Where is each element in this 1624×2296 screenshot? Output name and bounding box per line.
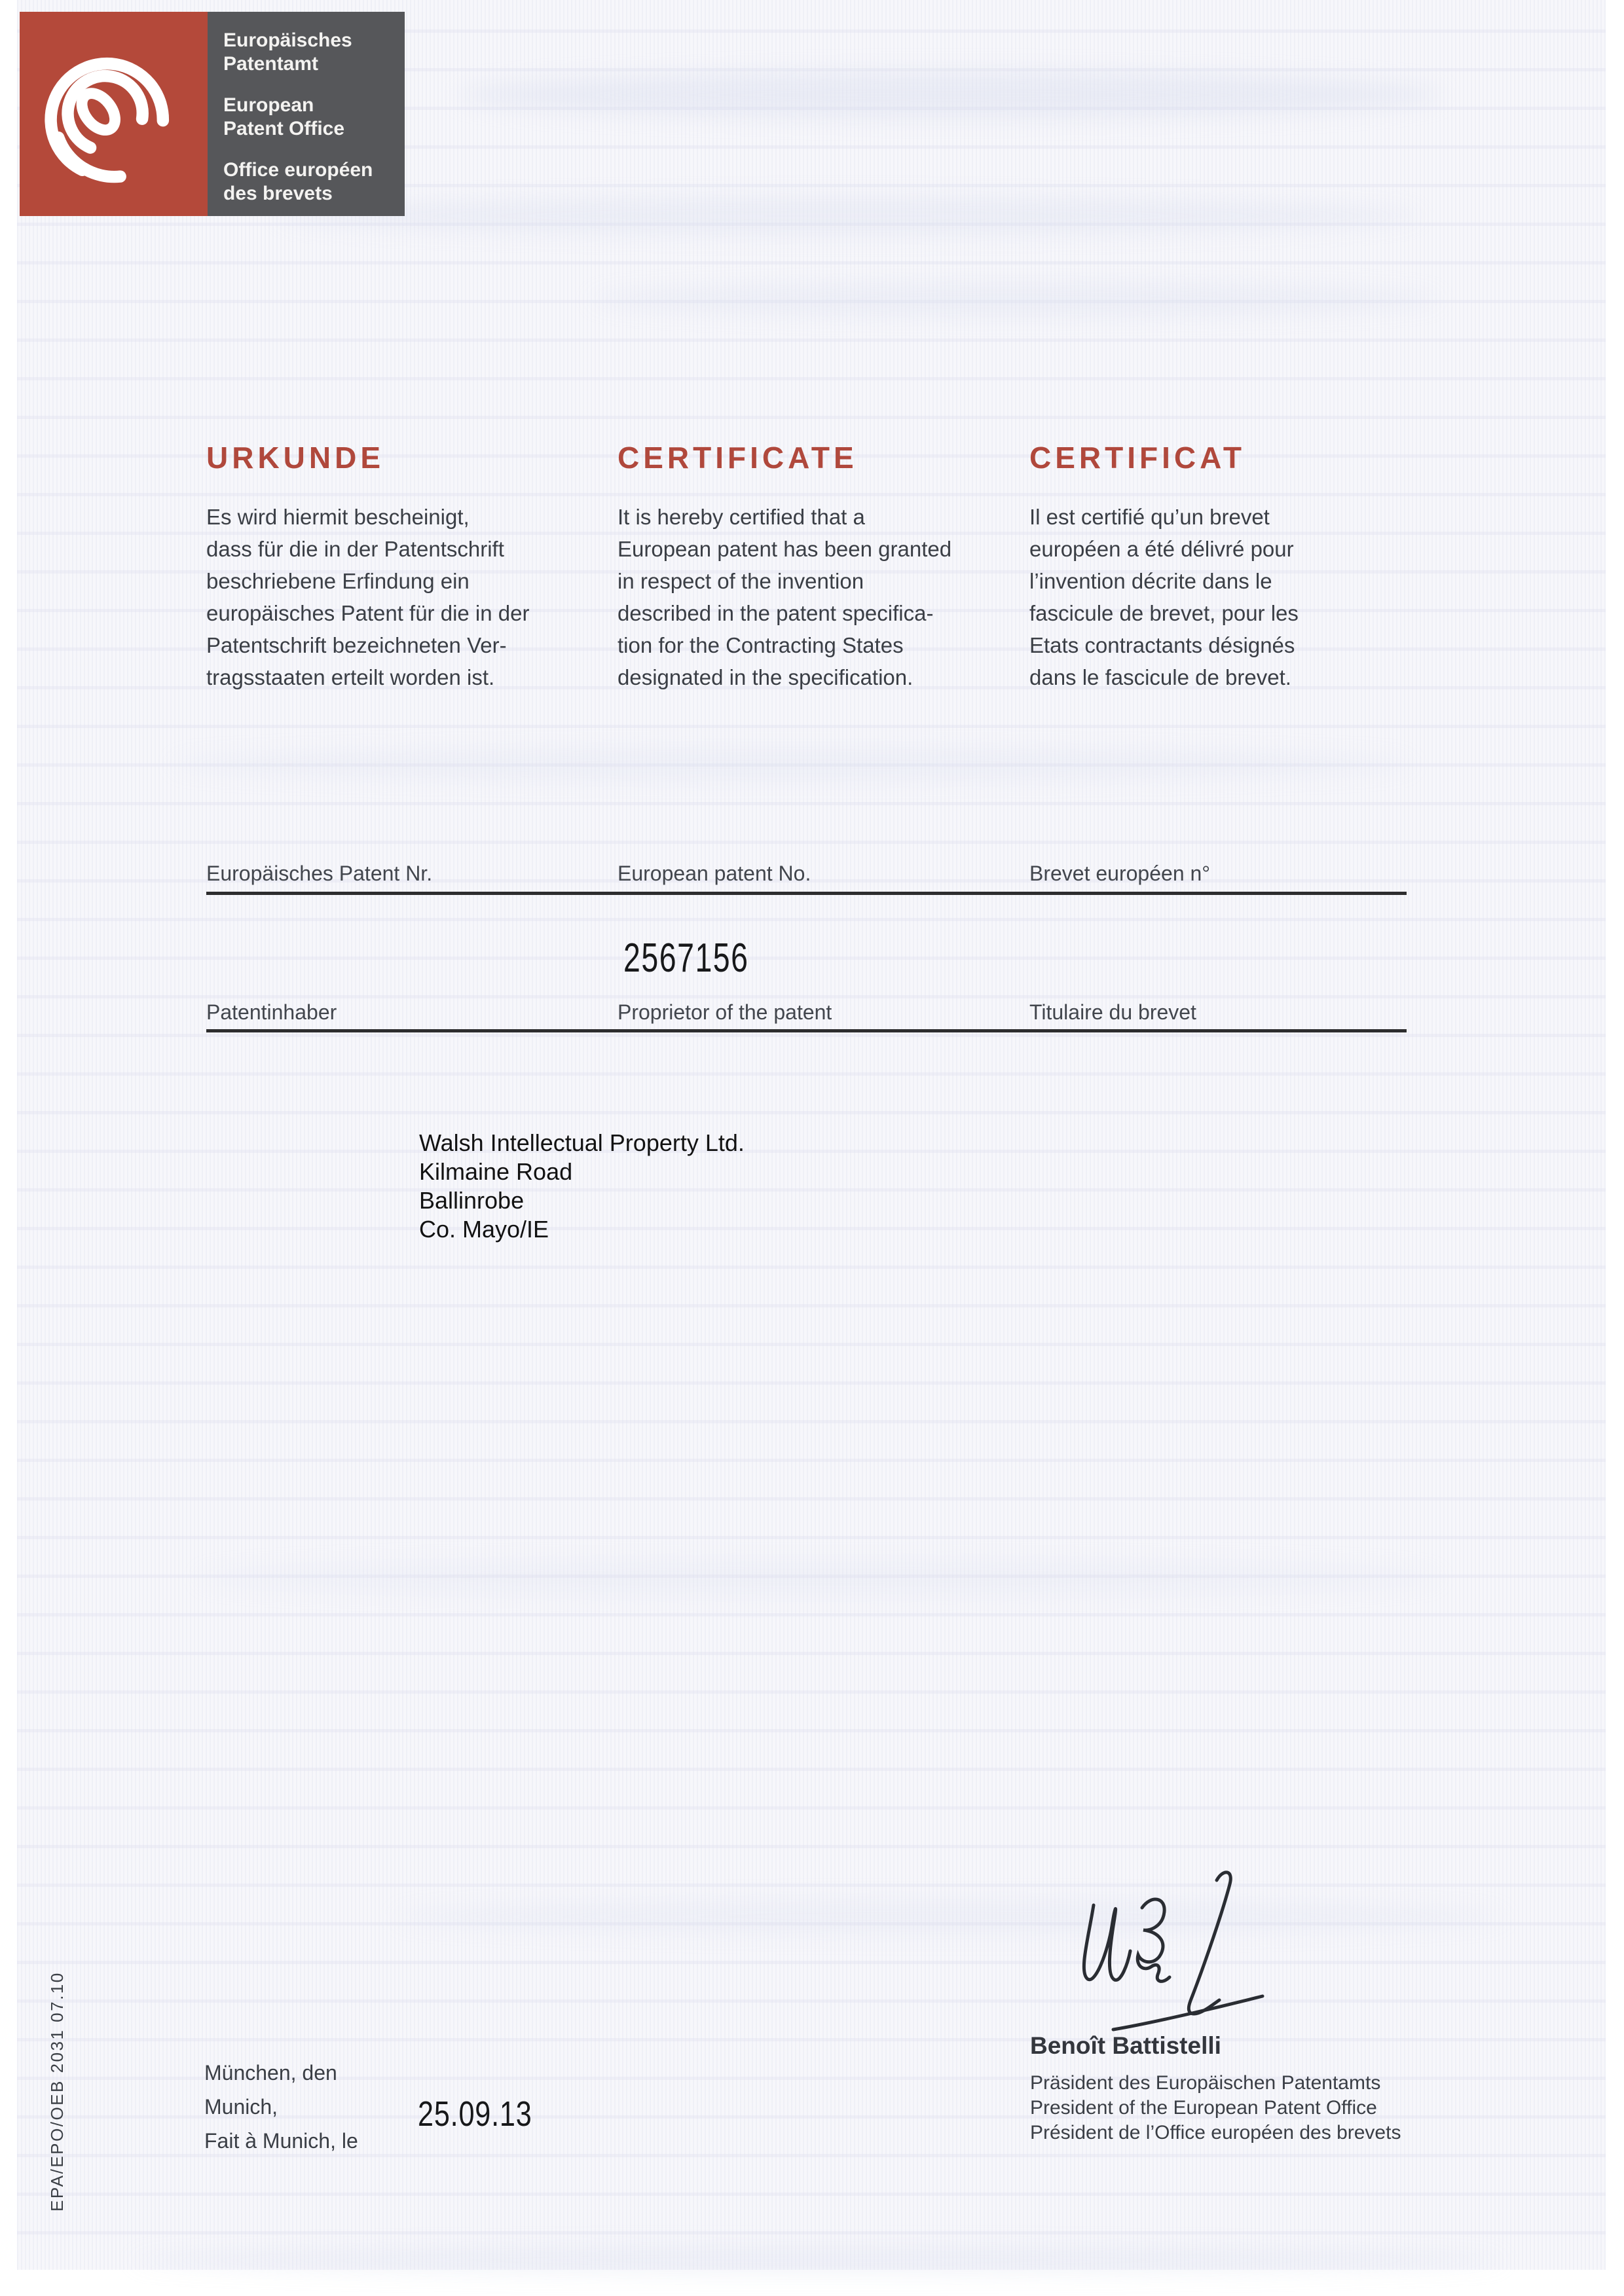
issue-place: München, den Munich, Fait à Munich, le — [204, 2061, 358, 2153]
patent-number-value-wrap — [623, 935, 790, 981]
scan-smudge — [393, 1899, 1506, 1935]
title-fr: CERTIFICAT — [1029, 441, 1246, 475]
scan-smudge — [131, 2246, 1506, 2275]
certification-text-en: It is hereby certified that a European patent has been granted in respect of the invention described in the patent specifica- tion for the Contracting States designated in the specification. — [618, 505, 952, 689]
title-en: CERTIFICATE — [618, 441, 858, 475]
proprietor-address: Walsh Intellectual Property Ltd. Kilmaine Road Ballinrobe Co. Mayo/IE — [419, 1129, 745, 1243]
scan-smudge — [275, 196, 1421, 236]
patent-number-label-de: Europäisches Patent Nr. — [206, 862, 433, 885]
form-code: EPA/EPO/OEB 2031 07.10 — [47, 1971, 67, 2212]
proprietor-label-fr: Titulaire du brevet — [1029, 1000, 1196, 1024]
patent-number-label-en: European patent No. — [618, 862, 811, 885]
logo-org-name-fr: Office européen des brevets — [223, 159, 373, 204]
epo-logo — [20, 12, 405, 216]
patent-number-label-fr: Brevet européen n° — [1029, 862, 1211, 885]
signature — [1074, 1865, 1290, 2038]
scan-smudge — [196, 1558, 1441, 1597]
issue-date-wrap — [418, 2094, 561, 2134]
certification-text-fr: Il est certifié qu’un brevet européen a été délivré pour l’invention décrite dans le fascicule de brevet, pour les Etats contractants désignés dans le fascicule de brevet. — [1029, 505, 1299, 689]
proprietor-label-en: Proprietor of the patent — [618, 1000, 832, 1024]
issue-date: 25.09.13 — [418, 2094, 532, 2134]
signatory-titles: Präsident des Europäischen Patentamts President of the European Patent Office Président de l’Office européen des brevets — [1030, 2072, 1401, 2143]
scan-smudge — [589, 282, 1441, 318]
proprietor-label-de: Patentinhaber — [206, 1000, 337, 1024]
certification-text-de: Es wird hiermit bescheinigt, dass für die in der Patentschrift beschriebene Erfindung ein europäisches Patent für die in der Patentschrift bezeichneten Ver- tragsstaaten erteilt worden ist. — [206, 505, 530, 689]
divider-rule-patent — [206, 892, 1407, 895]
title-de: URKUNDE — [206, 441, 384, 475]
logo-org-name-en: European Patent Office — [223, 94, 345, 139]
epo-logo-names — [208, 12, 405, 216]
divider-rule-proprietor — [206, 1029, 1407, 1032]
scan-smudge — [170, 746, 1414, 782]
scan-smudge — [458, 72, 1441, 118]
patent-number-value: 2567156 — [623, 936, 749, 981]
logo-org-name-de: Europäisches Patentamt — [223, 29, 352, 75]
epo-spiral-icon — [20, 12, 208, 216]
signatory-name: Benoît Battistelli — [1030, 2032, 1221, 2059]
